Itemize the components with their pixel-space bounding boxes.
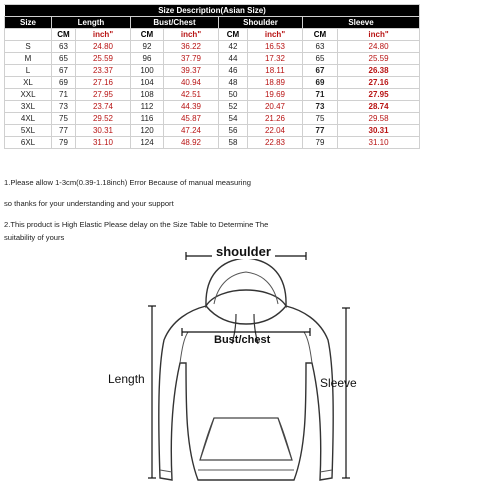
table-row <box>5 101 420 113</box>
cm-cell: 48 <box>219 77 248 89</box>
inch-cell: 25.59 <box>76 53 131 65</box>
cm-cell: 67 <box>52 65 76 77</box>
cm-cell: 96 <box>131 53 164 65</box>
table-header-row <box>5 17 420 29</box>
size-table-panel <box>4 4 419 149</box>
cm-cell: 71 <box>52 89 76 101</box>
table-row <box>5 89 420 101</box>
table-title-row <box>5 5 420 17</box>
inch-cell: 22.83 <box>248 137 303 149</box>
unit-cm: CM <box>131 29 164 41</box>
size-cell: 5XL <box>5 125 52 137</box>
inch-cell: 36.22 <box>164 41 219 53</box>
inch-cell: 24.80 <box>338 41 420 53</box>
inch-cell: 30.31 <box>338 125 420 137</box>
size-cell: 4XL <box>5 113 52 125</box>
length-label: Length <box>108 372 145 386</box>
table-row <box>5 53 420 65</box>
inch-cell: 27.95 <box>76 89 131 101</box>
header-bust: Bust/Chest <box>131 17 219 29</box>
cm-cell: 75 <box>52 113 76 125</box>
cm-cell: 79 <box>303 137 338 149</box>
inch-cell: 20.47 <box>248 101 303 113</box>
inch-cell: 27.95 <box>338 89 420 101</box>
cm-cell: 42 <box>219 41 248 53</box>
unit-inch: inch" <box>76 29 131 41</box>
inch-cell: 21.26 <box>248 113 303 125</box>
table-title: Size Description(Asian Size) <box>5 5 420 17</box>
table-row <box>5 113 420 125</box>
inch-cell: 48.92 <box>164 137 219 149</box>
cm-cell: 69 <box>303 77 338 89</box>
cm-cell: 73 <box>303 101 338 113</box>
cm-cell: 69 <box>52 77 76 89</box>
unit-empty <box>5 29 52 41</box>
inch-cell: 18.89 <box>248 77 303 89</box>
cm-cell: 77 <box>52 125 76 137</box>
unit-cm: CM <box>219 29 248 41</box>
table-row <box>5 137 420 149</box>
inch-cell: 27.16 <box>338 77 420 89</box>
size-cell: L <box>5 65 52 77</box>
inch-cell: 29.52 <box>76 113 131 125</box>
hoodie-illustration <box>0 248 500 500</box>
size-cell: S <box>5 41 52 53</box>
inch-cell: 29.58 <box>338 113 420 125</box>
cm-cell: 100 <box>131 65 164 77</box>
cm-cell: 50 <box>219 89 248 101</box>
size-cell: 6XL <box>5 137 52 149</box>
cm-cell: 79 <box>52 137 76 149</box>
table-row <box>5 77 420 89</box>
inch-cell: 47.24 <box>164 125 219 137</box>
inch-cell: 22.04 <box>248 125 303 137</box>
inch-cell: 42.51 <box>164 89 219 101</box>
hoodie-diagram <box>0 244 500 500</box>
sleeve-label: Sleeve <box>320 376 357 390</box>
inch-cell: 30.31 <box>76 125 131 137</box>
inch-cell: 23.74 <box>76 101 131 113</box>
size-cell: XXL <box>5 89 52 101</box>
inch-cell: 37.79 <box>164 53 219 65</box>
cm-cell: 54 <box>219 113 248 125</box>
unit-cm: CM <box>52 29 76 41</box>
table-body <box>5 41 420 149</box>
header-sleeve: Sleeve <box>303 17 420 29</box>
header-shoulder: Shoulder <box>219 17 303 29</box>
inch-cell: 31.10 <box>338 137 420 149</box>
cm-cell: 46 <box>219 65 248 77</box>
size-cell: M <box>5 53 52 65</box>
inch-cell: 18.11 <box>248 65 303 77</box>
cm-cell: 112 <box>131 101 164 113</box>
cm-cell: 116 <box>131 113 164 125</box>
inch-cell: 25.59 <box>338 53 420 65</box>
cm-cell: 56 <box>219 125 248 137</box>
cm-cell: 63 <box>52 41 76 53</box>
cm-cell: 104 <box>131 77 164 89</box>
table-row <box>5 65 420 77</box>
inch-cell: 26.38 <box>338 65 420 77</box>
notes-panel <box>4 176 424 244</box>
table-row <box>5 125 420 137</box>
cm-cell: 92 <box>131 41 164 53</box>
note-line-4: suitability of yours <box>4 233 65 242</box>
inch-cell: 19.69 <box>248 89 303 101</box>
table-unit-row <box>5 29 420 41</box>
unit-inch: inch" <box>338 29 420 41</box>
bust-label: Bust/chest <box>214 334 271 346</box>
note-line-2: so thanks for your understanding and your support <box>4 199 174 208</box>
cm-cell: 75 <box>303 113 338 125</box>
unit-cm: CM <box>303 29 338 41</box>
cm-cell: 71 <box>303 89 338 101</box>
shoulder-label: shoulder <box>212 244 275 259</box>
cm-cell: 108 <box>131 89 164 101</box>
inch-cell: 27.16 <box>76 77 131 89</box>
cm-cell: 65 <box>303 53 338 65</box>
cm-cell: 63 <box>303 41 338 53</box>
inch-cell: 24.80 <box>76 41 131 53</box>
inch-cell: 31.10 <box>76 137 131 149</box>
header-length: Length <box>52 17 131 29</box>
size-cell: XL <box>5 77 52 89</box>
cm-cell: 120 <box>131 125 164 137</box>
inch-cell: 28.74 <box>338 101 420 113</box>
table-row <box>5 41 420 53</box>
note-line-3: 2.This product is High Elastic Please delay on the Size Table to Determine The <box>4 220 269 229</box>
cm-cell: 124 <box>131 137 164 149</box>
cm-cell: 65 <box>52 53 76 65</box>
size-cell: 3XL <box>5 101 52 113</box>
inch-cell: 39.37 <box>164 65 219 77</box>
inch-cell: 17.32 <box>248 53 303 65</box>
cm-cell: 77 <box>303 125 338 137</box>
header-size: Size <box>5 17 52 29</box>
cm-cell: 44 <box>219 53 248 65</box>
cm-cell: 58 <box>219 137 248 149</box>
inch-cell: 16.53 <box>248 41 303 53</box>
cm-cell: 67 <box>303 65 338 77</box>
size-table <box>4 4 420 149</box>
inch-cell: 45.87 <box>164 113 219 125</box>
note-line-1: 1.Please allow 1-3cm(0.39-1.18inch) Error Because of manual measuring <box>4 178 251 187</box>
inch-cell: 23.37 <box>76 65 131 77</box>
inch-cell: 40.94 <box>164 77 219 89</box>
cm-cell: 52 <box>219 101 248 113</box>
inch-cell: 44.39 <box>164 101 219 113</box>
unit-inch: inch" <box>248 29 303 41</box>
cm-cell: 73 <box>52 101 76 113</box>
unit-inch: inch" <box>164 29 219 41</box>
